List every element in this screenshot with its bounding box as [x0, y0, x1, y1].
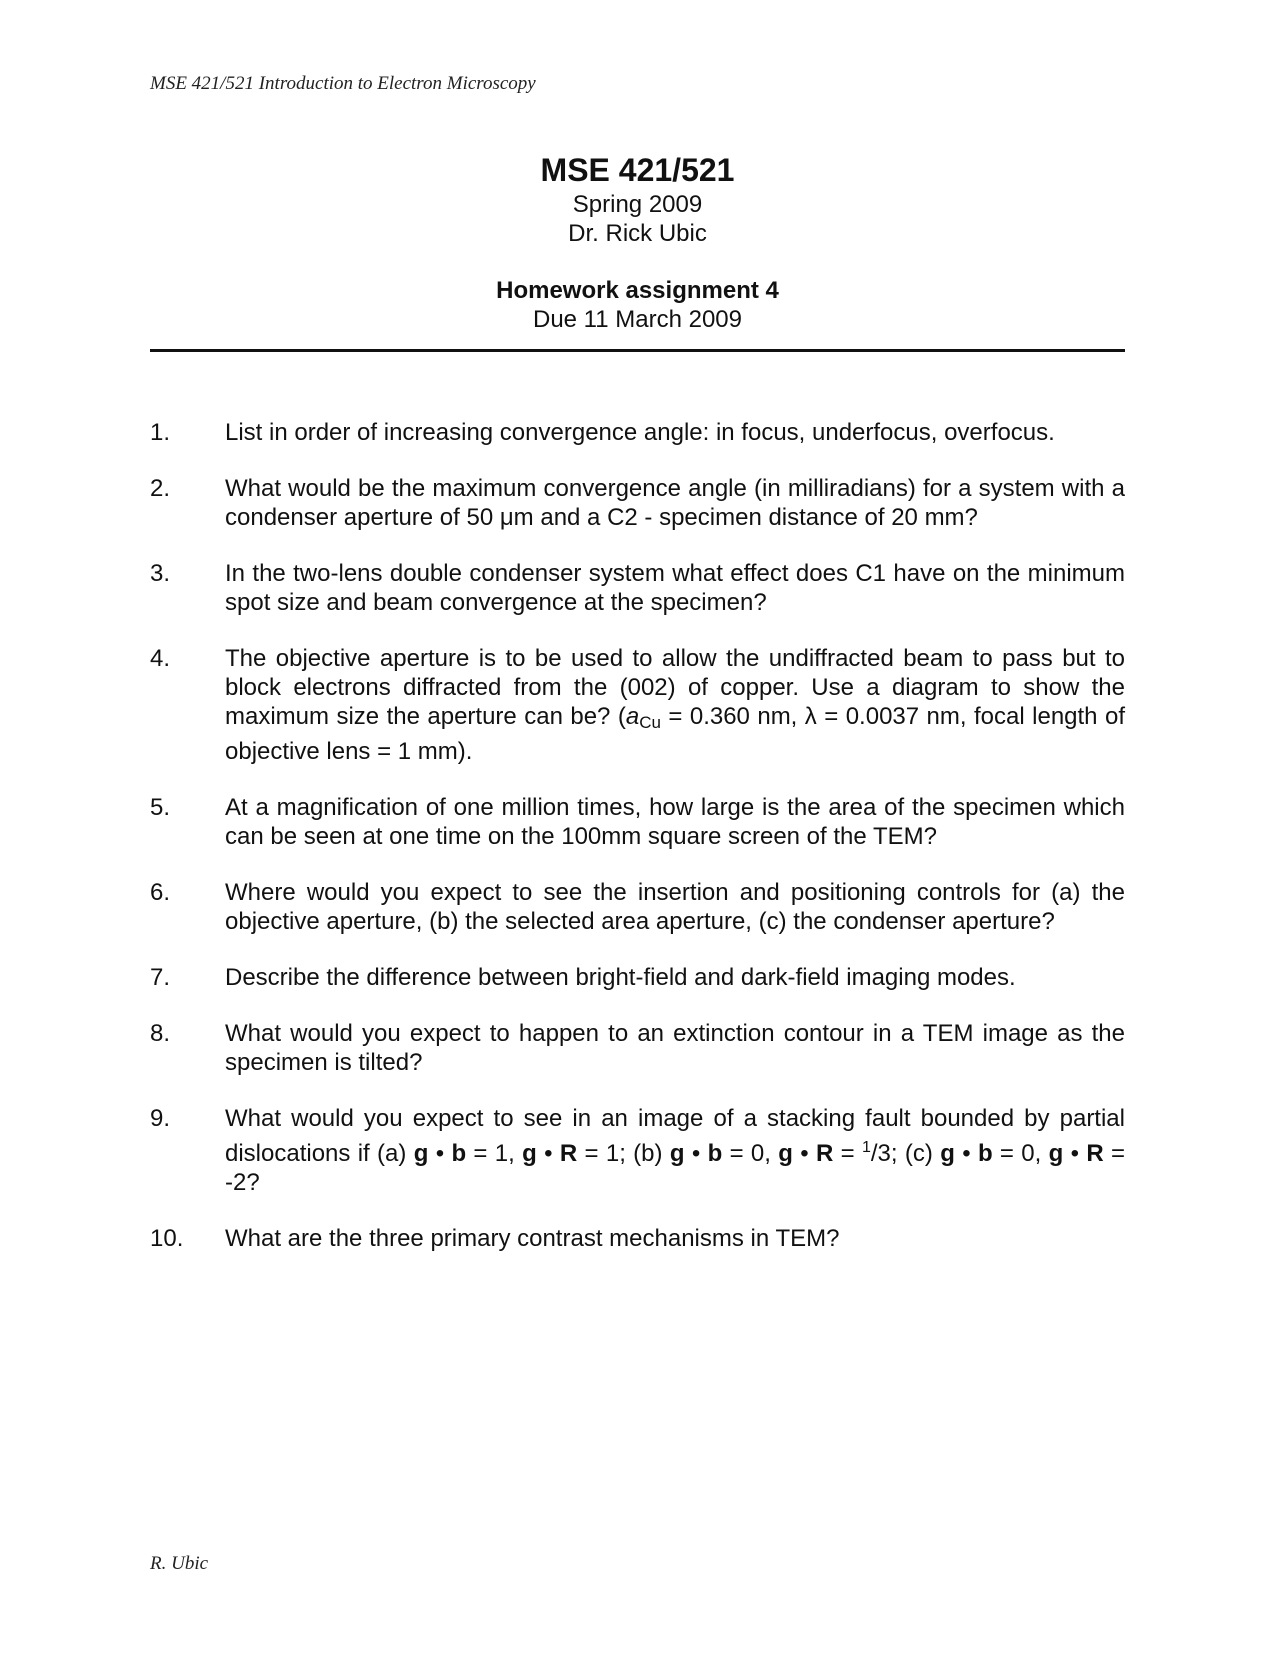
question-text	[225, 644, 1125, 766]
question-text: Where would you expect to see the insertion and positioning controls for (a) the objective aperture, (b) the selected area aperture, (c) the condenser aperture?	[225, 879, 1125, 935]
equals-value: = 1; (b)	[577, 1140, 670, 1167]
question-text: What are the three primary contrast mechanisms in TEM?	[225, 1225, 840, 1252]
dot-operator: •	[544, 1140, 553, 1167]
question-9	[150, 1104, 1125, 1197]
r-vector: R	[559, 1140, 578, 1167]
question-8	[150, 1019, 1125, 1077]
horizontal-rule	[150, 349, 1125, 352]
question-7	[150, 963, 1125, 992]
g-vector: g	[940, 1140, 955, 1167]
equals-value: = 0,	[722, 1140, 779, 1167]
b-vector: b	[707, 1140, 723, 1167]
b-vector: b	[977, 1140, 993, 1167]
question-text	[225, 1104, 1125, 1197]
question-text: What would be the maximum convergence angle (in milliradians) for a system with a condenser aperture of 50 μm and a C2 - specimen distance of 20 mm?	[225, 475, 1125, 531]
g-vector: g	[522, 1140, 537, 1167]
equals-value: =	[833, 1140, 862, 1167]
term: Spring 2009	[572, 191, 703, 218]
dot-operator: •	[962, 1140, 971, 1167]
footer-author: R. Ubic	[150, 1553, 209, 1574]
r-vector: R	[815, 1140, 834, 1167]
question-number: 5.	[150, 794, 171, 821]
equals-value: = 0,	[992, 1140, 1049, 1167]
question-5	[150, 793, 1125, 851]
question-number: 2.	[150, 475, 171, 502]
dot-operator: •	[435, 1140, 445, 1167]
question-number: 7.	[150, 964, 171, 991]
question-number: 10.	[150, 1225, 184, 1252]
assignment-title: Homework assignment 4	[496, 277, 779, 304]
question-2	[150, 474, 1125, 532]
question-10	[150, 1224, 1125, 1253]
fraction-numerator: 1	[861, 1139, 871, 1156]
question-number: 9.	[150, 1105, 171, 1132]
question-list	[150, 418, 1125, 1253]
dot-operator: •	[1070, 1140, 1080, 1167]
question-number: 8.	[150, 1020, 171, 1047]
title-block	[150, 150, 1125, 334]
question-text-part: = 0.360 nm, λ = 0.0037 nm, focal length of objective lens = 1 mm).	[225, 703, 1125, 765]
equals-value: = 1,	[466, 1140, 523, 1167]
course-title: MSE 421/521	[540, 152, 735, 188]
question-4	[150, 644, 1125, 766]
b-vector: b	[451, 1140, 467, 1167]
question-text: List in order of increasing convergence angle: in focus, underfocus, overfocus.	[225, 419, 1055, 446]
question-text-part: What would you expect to see in an image of a stacking fault bounded by partial dislocations if (a)	[225, 1105, 1125, 1167]
question-3	[150, 559, 1125, 617]
question-number: 3.	[150, 560, 171, 587]
r-vector: R	[1086, 1140, 1104, 1167]
question-text-part: (c)	[897, 1140, 941, 1167]
question-text: At a magnification of one million times, how large is the area of the specimen which can be seen at one time on the 100mm square screen of the TEM?	[225, 794, 1125, 850]
instructor: Dr. Rick Ubic	[568, 220, 707, 247]
dot-operator: •	[800, 1140, 809, 1167]
fraction-denominator: /3;	[870, 1140, 898, 1167]
lattice-parameter-symbol: a	[625, 703, 640, 730]
question-text: What would you expect to happen to an extinction contour in a TEM image as the specimen is tilted?	[225, 1020, 1125, 1076]
g-vector: g	[778, 1140, 793, 1167]
question-6	[150, 878, 1125, 936]
g-vector: g	[669, 1140, 685, 1167]
due-date: Due 11 March 2009	[532, 306, 742, 333]
question-text: Describe the difference between bright-field and dark-field imaging modes.	[225, 964, 1016, 991]
question-1	[150, 418, 1125, 447]
question-number: 1.	[150, 419, 171, 446]
g-vector: g	[1048, 1140, 1064, 1167]
g-vector: g	[413, 1140, 429, 1167]
question-text-part: The objective aperture is to be used to allow the undiffracted beam to pass but to block electrons diffracted from the (002) of copper. Use a diagram to show the maximum size the aperture can be? (	[225, 645, 1125, 730]
dot-operator: •	[691, 1140, 701, 1167]
running-header: MSE 421/521 Introduction to Electron Microscopy	[150, 73, 536, 94]
question-number: 4.	[150, 645, 171, 672]
question-number: 6.	[150, 879, 171, 906]
equals-value: = -2?	[225, 1140, 1126, 1196]
copper-subscript: Cu	[639, 713, 661, 732]
question-text: In the two-lens double condenser system what effect does C1 have on the minimum spot size and beam convergence at the specimen?	[225, 560, 1125, 616]
